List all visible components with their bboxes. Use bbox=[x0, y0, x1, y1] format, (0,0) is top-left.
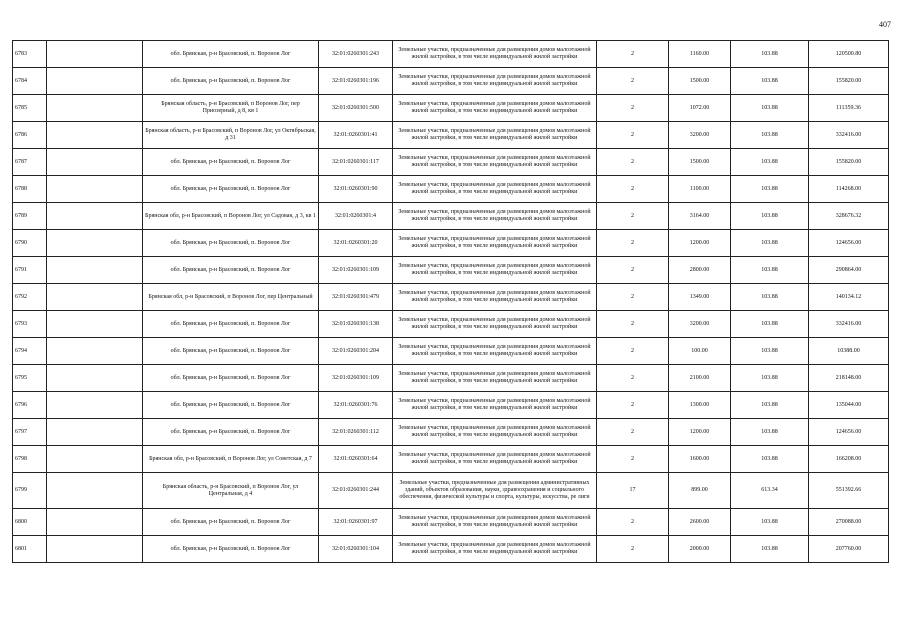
cadastral-number-cell: 32:01:0260301:500 bbox=[319, 95, 393, 122]
use-group-cell: 2 bbox=[597, 365, 669, 392]
use-group-cell: 2 bbox=[597, 509, 669, 536]
address-cell: обл. Брянская, р-н Брасовский, п. Воронов Лог bbox=[143, 392, 319, 419]
address-cell: обл. Брянская, р-н Брасовский, п. Воронов Лог bbox=[143, 509, 319, 536]
row-number-cell: 6797 bbox=[13, 419, 47, 446]
address-cell: обл. Брянская, р-н Брасовский, п. Воронов Лог bbox=[143, 41, 319, 68]
area-cell: 1072.00 bbox=[669, 95, 731, 122]
specific-value-cell: 103.88 bbox=[731, 365, 809, 392]
address-cell: обл. Брянская, р-н Брасовский, п. Воронов Лог bbox=[143, 149, 319, 176]
permitted-use-cell: Земельные участки, предназначенные для размещения домов малоэтажной жилой застройки, в том числе индивидуальной жилой застройки bbox=[393, 446, 597, 473]
area-cell: 2800.00 bbox=[669, 257, 731, 284]
area-cell: 3200.00 bbox=[669, 122, 731, 149]
empty-cell bbox=[47, 419, 143, 446]
cadastral-value-cell: 155820.00 bbox=[809, 68, 889, 95]
address-cell: обл. Брянская, р-н Брасовский, п. Воронов Лог bbox=[143, 536, 319, 563]
cadastral-value-cell: 218148.00 bbox=[809, 365, 889, 392]
empty-cell bbox=[47, 446, 143, 473]
cadastral-value-cell: 290864.00 bbox=[809, 257, 889, 284]
area-cell: 2600.00 bbox=[669, 509, 731, 536]
row-number-cell: 6798 bbox=[13, 446, 47, 473]
row-number-cell: 6800 bbox=[13, 509, 47, 536]
row-number-cell: 6786 bbox=[13, 122, 47, 149]
specific-value-cell: 103.88 bbox=[731, 203, 809, 230]
permitted-use-cell: Земельные участки, предназначенные для размещения домов малоэтажной жилой застройки, в том числе индивидуальной жилой застройки bbox=[393, 311, 597, 338]
specific-value-cell: 613.34 bbox=[731, 473, 809, 509]
row-number-cell: 6787 bbox=[13, 149, 47, 176]
area-cell: 1500.00 bbox=[669, 68, 731, 95]
use-group-cell: 2 bbox=[597, 122, 669, 149]
use-group-cell: 2 bbox=[597, 338, 669, 365]
cadastral-number-cell: 32:01:0260301:76 bbox=[319, 392, 393, 419]
cadastral-number-cell: 32:01:0260301:117 bbox=[319, 149, 393, 176]
cadastral-number-cell: 32:01:0260301:64 bbox=[319, 446, 393, 473]
table-row bbox=[13, 392, 889, 419]
row-number-cell: 6788 bbox=[13, 176, 47, 203]
table-row bbox=[13, 419, 889, 446]
address-cell: обл. Брянская, р-н Брасовский, п. Воронов Лог bbox=[143, 230, 319, 257]
permitted-use-cell: Земельные участки, предназначенные для размещения домов малоэтажной жилой застройки, в том числе индивидуальной жилой застройки bbox=[393, 149, 597, 176]
use-group-cell: 2 bbox=[597, 446, 669, 473]
cadastral-value-cell: 207760.00 bbox=[809, 536, 889, 563]
empty-cell bbox=[47, 68, 143, 95]
table-row bbox=[13, 68, 889, 95]
permitted-use-cell: Земельные участки, предназначенные для размещения домов малоэтажной жилой застройки, в том числе индивидуальной жилой застройки bbox=[393, 419, 597, 446]
use-group-cell: 2 bbox=[597, 41, 669, 68]
cadastral-value-cell: 155820.00 bbox=[809, 149, 889, 176]
cadastral-number-cell: 32:01:0260301:204 bbox=[319, 338, 393, 365]
empty-cell bbox=[47, 122, 143, 149]
permitted-use-cell: Земельные участки, предназначенные для размещения административных зданий, объектов образования, науки, здравоохранения и социального обеспечения, физической культуры и спорта, культуры, искусства, ре лиги bbox=[393, 473, 597, 509]
area-cell: 1349.00 bbox=[669, 284, 731, 311]
use-group-cell: 2 bbox=[597, 203, 669, 230]
specific-value-cell: 103.88 bbox=[731, 176, 809, 203]
cadastral-value-cell: 551392.66 bbox=[809, 473, 889, 509]
empty-cell bbox=[47, 338, 143, 365]
permitted-use-cell: Земельные участки, предназначенные для размещения домов малоэтажной жилой застройки, в том числе индивидуальной жилой застройки bbox=[393, 122, 597, 149]
specific-value-cell: 103.88 bbox=[731, 68, 809, 95]
cadastral-value-cell: 10388.00 bbox=[809, 338, 889, 365]
table-row bbox=[13, 338, 889, 365]
cadastral-value-table bbox=[12, 40, 889, 563]
address-cell: Брянская область, р-н Брасовский, п Воронов Лог, ул Октябрьская, д 31 bbox=[143, 122, 319, 149]
permitted-use-cell: Земельные участки, предназначенные для размещения домов малоэтажной жилой застройки, в том числе индивидуальной жилой застройки bbox=[393, 392, 597, 419]
row-number-cell: 6790 bbox=[13, 230, 47, 257]
cadastral-value-cell: 135044.00 bbox=[809, 392, 889, 419]
use-group-cell: 2 bbox=[597, 311, 669, 338]
empty-cell bbox=[47, 176, 143, 203]
cadastral-number-cell: 32:01:0260301:112 bbox=[319, 419, 393, 446]
cadastral-number-cell: 32:01:0260301:104 bbox=[319, 536, 393, 563]
permitted-use-cell: Земельные участки, предназначенные для размещения домов малоэтажной жилой застройки, в том числе индивидуальной жилой застройки bbox=[393, 95, 597, 122]
cadastral-number-cell: 32:01:0260301:4 bbox=[319, 203, 393, 230]
cadastral-number-cell: 32:01:0260301:243 bbox=[319, 41, 393, 68]
cadastral-value-cell: 332416.00 bbox=[809, 311, 889, 338]
specific-value-cell: 103.88 bbox=[731, 284, 809, 311]
table-row bbox=[13, 365, 889, 392]
empty-cell bbox=[47, 311, 143, 338]
empty-cell bbox=[47, 284, 143, 311]
use-group-cell: 17 bbox=[597, 473, 669, 509]
use-group-cell: 2 bbox=[597, 536, 669, 563]
permitted-use-cell: Земельные участки, предназначенные для размещения домов малоэтажной жилой застройки, в том числе индивидуальной жилой застройки bbox=[393, 536, 597, 563]
specific-value-cell: 103.88 bbox=[731, 509, 809, 536]
address-cell: Брянская обл, р-н Брасовский, п Воронов Лог, ул Садовая, д 3, кв 1 bbox=[143, 203, 319, 230]
cadastral-number-cell: 32:01:0260301:20 bbox=[319, 230, 393, 257]
table-row bbox=[13, 284, 889, 311]
address-cell: обл. Брянская, р-н Брасовский, п. Воронов Лог bbox=[143, 176, 319, 203]
row-number-cell: 6799 bbox=[13, 473, 47, 509]
area-cell: 3164.00 bbox=[669, 203, 731, 230]
area-cell: 1300.00 bbox=[669, 392, 731, 419]
cadastral-value-cell: 120500.80 bbox=[809, 41, 889, 68]
specific-value-cell: 103.88 bbox=[731, 41, 809, 68]
use-group-cell: 2 bbox=[597, 419, 669, 446]
cadastral-number-cell: 32:01:0260301:41 bbox=[319, 122, 393, 149]
address-cell: Брянская обл, р-н Брасовский, п Воронов Лог, пер Центральный bbox=[143, 284, 319, 311]
cadastral-number-cell: 32:01:0260301:479 bbox=[319, 284, 393, 311]
cadastral-number-cell: 32:01:0260301:196 bbox=[319, 68, 393, 95]
use-group-cell: 2 bbox=[597, 68, 669, 95]
permitted-use-cell: Земельные участки, предназначенные для размещения домов малоэтажной жилой застройки, в том числе индивидуальной жилой застройки bbox=[393, 230, 597, 257]
cadastral-number-cell: 32:01:0260301:90 bbox=[319, 176, 393, 203]
cadastral-value-cell: 124656.00 bbox=[809, 419, 889, 446]
address-cell: обл. Брянская, р-н Брасовский, п. Воронов Лог bbox=[143, 311, 319, 338]
table-row bbox=[13, 257, 889, 284]
empty-cell bbox=[47, 230, 143, 257]
specific-value-cell: 103.88 bbox=[731, 311, 809, 338]
table-body bbox=[13, 41, 889, 563]
specific-value-cell: 103.88 bbox=[731, 338, 809, 365]
permitted-use-cell: Земельные участки, предназначенные для размещения домов малоэтажной жилой застройки, в том числе индивидуальной жилой застройки bbox=[393, 284, 597, 311]
cadastral-value-cell: 140134.12 bbox=[809, 284, 889, 311]
permitted-use-cell: Земельные участки, предназначенные для размещения домов малоэтажной жилой застройки, в том числе индивидуальной жилой застройки bbox=[393, 176, 597, 203]
permitted-use-cell: Земельные участки, предназначенные для размещения домов малоэтажной жилой застройки, в том числе индивидуальной жилой застройки bbox=[393, 41, 597, 68]
address-cell: Брянская область, р-н Брасовский, п Воронов Лог, ул Центральная, д 4 bbox=[143, 473, 319, 509]
empty-cell bbox=[47, 149, 143, 176]
area-cell: 899.00 bbox=[669, 473, 731, 509]
specific-value-cell: 103.88 bbox=[731, 392, 809, 419]
cadastral-number-cell: 32:01:0260301:109 bbox=[319, 257, 393, 284]
area-cell: 1100.00 bbox=[669, 176, 731, 203]
address-cell: обл. Брянская, р-н Брасовский, п. Воронов Лог bbox=[143, 419, 319, 446]
address-cell: обл. Брянская, р-н Брасовский, п. Воронов Лог bbox=[143, 68, 319, 95]
table-row bbox=[13, 203, 889, 230]
use-group-cell: 2 bbox=[597, 284, 669, 311]
row-number-cell: 6791 bbox=[13, 257, 47, 284]
row-number-cell: 6784 bbox=[13, 68, 47, 95]
area-cell: 2000.00 bbox=[669, 536, 731, 563]
specific-value-cell: 103.88 bbox=[731, 419, 809, 446]
specific-value-cell: 103.88 bbox=[731, 446, 809, 473]
table-row bbox=[13, 122, 889, 149]
use-group-cell: 2 bbox=[597, 230, 669, 257]
cadastral-value-cell: 270088.00 bbox=[809, 509, 889, 536]
empty-cell bbox=[47, 509, 143, 536]
row-number-cell: 6801 bbox=[13, 536, 47, 563]
empty-cell bbox=[47, 203, 143, 230]
specific-value-cell: 103.88 bbox=[731, 149, 809, 176]
page-number: 407 bbox=[879, 20, 891, 29]
row-number-cell: 6796 bbox=[13, 392, 47, 419]
specific-value-cell: 103.88 bbox=[731, 257, 809, 284]
empty-cell bbox=[47, 536, 143, 563]
area-cell: 2100.00 bbox=[669, 365, 731, 392]
specific-value-cell: 103.88 bbox=[731, 122, 809, 149]
permitted-use-cell: Земельные участки, предназначенные для размещения домов малоэтажной жилой застройки, в том числе индивидуальной жилой застройки bbox=[393, 338, 597, 365]
address-cell: Брянская обл, р-н Брасовский, п Воронов Лог, ул Советская, д 7 bbox=[143, 446, 319, 473]
table-row bbox=[13, 230, 889, 257]
permitted-use-cell: Земельные участки, предназначенные для размещения домов малоэтажной жилой застройки, в том числе индивидуальной жилой застройки bbox=[393, 68, 597, 95]
address-cell: обл. Брянская, р-н Брасовский, п. Воронов Лог bbox=[143, 338, 319, 365]
address-cell: Брянская область, р-н Брасовский, п Воронов Лог, пер Приозерный, д 8, кв 1 bbox=[143, 95, 319, 122]
cadastral-number-cell: 32:01:0260301:97 bbox=[319, 509, 393, 536]
use-group-cell: 2 bbox=[597, 95, 669, 122]
empty-cell bbox=[47, 257, 143, 284]
row-number-cell: 6793 bbox=[13, 311, 47, 338]
permitted-use-cell: Земельные участки, предназначенные для размещения домов малоэтажной жилой застройки, в том числе индивидуальной жилой застройки bbox=[393, 365, 597, 392]
table-row bbox=[13, 176, 889, 203]
use-group-cell: 2 bbox=[597, 149, 669, 176]
address-cell: обл. Брянская, р-н Брасовский, п. Воронов Лог bbox=[143, 257, 319, 284]
empty-cell bbox=[47, 365, 143, 392]
row-number-cell: 6792 bbox=[13, 284, 47, 311]
table-row bbox=[13, 95, 889, 122]
empty-cell bbox=[47, 473, 143, 509]
table-row bbox=[13, 311, 889, 338]
specific-value-cell: 103.88 bbox=[731, 230, 809, 257]
specific-value-cell: 103.88 bbox=[731, 95, 809, 122]
row-number-cell: 6795 bbox=[13, 365, 47, 392]
cadastral-value-cell: 124656.00 bbox=[809, 230, 889, 257]
specific-value-cell: 103.88 bbox=[731, 536, 809, 563]
permitted-use-cell: Земельные участки, предназначенные для размещения домов малоэтажной жилой застройки, в том числе индивидуальной жилой застройки bbox=[393, 509, 597, 536]
cadastral-value-cell: 332416.00 bbox=[809, 122, 889, 149]
table-row bbox=[13, 41, 889, 68]
permitted-use-cell: Земельные участки, предназначенные для размещения домов малоэтажной жилой застройки, в том числе индивидуальной жилой застройки bbox=[393, 203, 597, 230]
row-number-cell: 6789 bbox=[13, 203, 47, 230]
area-cell: 1600.00 bbox=[669, 446, 731, 473]
area-cell: 1160.00 bbox=[669, 41, 731, 68]
cadastral-value-cell: 166208.00 bbox=[809, 446, 889, 473]
table-row bbox=[13, 446, 889, 473]
use-group-cell: 2 bbox=[597, 176, 669, 203]
area-cell: 1200.00 bbox=[669, 230, 731, 257]
permitted-use-cell: Земельные участки, предназначенные для размещения домов малоэтажной жилой застройки, в том числе индивидуальной жилой застройки bbox=[393, 257, 597, 284]
row-number-cell: 6785 bbox=[13, 95, 47, 122]
cadastral-value-cell: 114268.00 bbox=[809, 176, 889, 203]
table-row bbox=[13, 473, 889, 509]
use-group-cell: 2 bbox=[597, 257, 669, 284]
table-row bbox=[13, 509, 889, 536]
row-number-cell: 6783 bbox=[13, 41, 47, 68]
area-cell: 3200.00 bbox=[669, 311, 731, 338]
area-cell: 1200.00 bbox=[669, 419, 731, 446]
row-number-cell: 6794 bbox=[13, 338, 47, 365]
empty-cell bbox=[47, 95, 143, 122]
table-row bbox=[13, 536, 889, 563]
use-group-cell: 2 bbox=[597, 392, 669, 419]
cadastral-value-cell: 111359.36 bbox=[809, 95, 889, 122]
area-cell: 100.00 bbox=[669, 338, 731, 365]
empty-cell bbox=[47, 392, 143, 419]
cadastral-number-cell: 32:01:0260301:109 bbox=[319, 365, 393, 392]
cadastral-number-cell: 32:01:0260301:244 bbox=[319, 473, 393, 509]
area-cell: 1500.00 bbox=[669, 149, 731, 176]
empty-cell bbox=[47, 41, 143, 68]
table-row bbox=[13, 149, 889, 176]
cadastral-value-cell: 328676.32 bbox=[809, 203, 889, 230]
address-cell: обл. Брянская, р-н Брасовский, п. Воронов Лог bbox=[143, 365, 319, 392]
cadastral-number-cell: 32:01:0260301:138 bbox=[319, 311, 393, 338]
